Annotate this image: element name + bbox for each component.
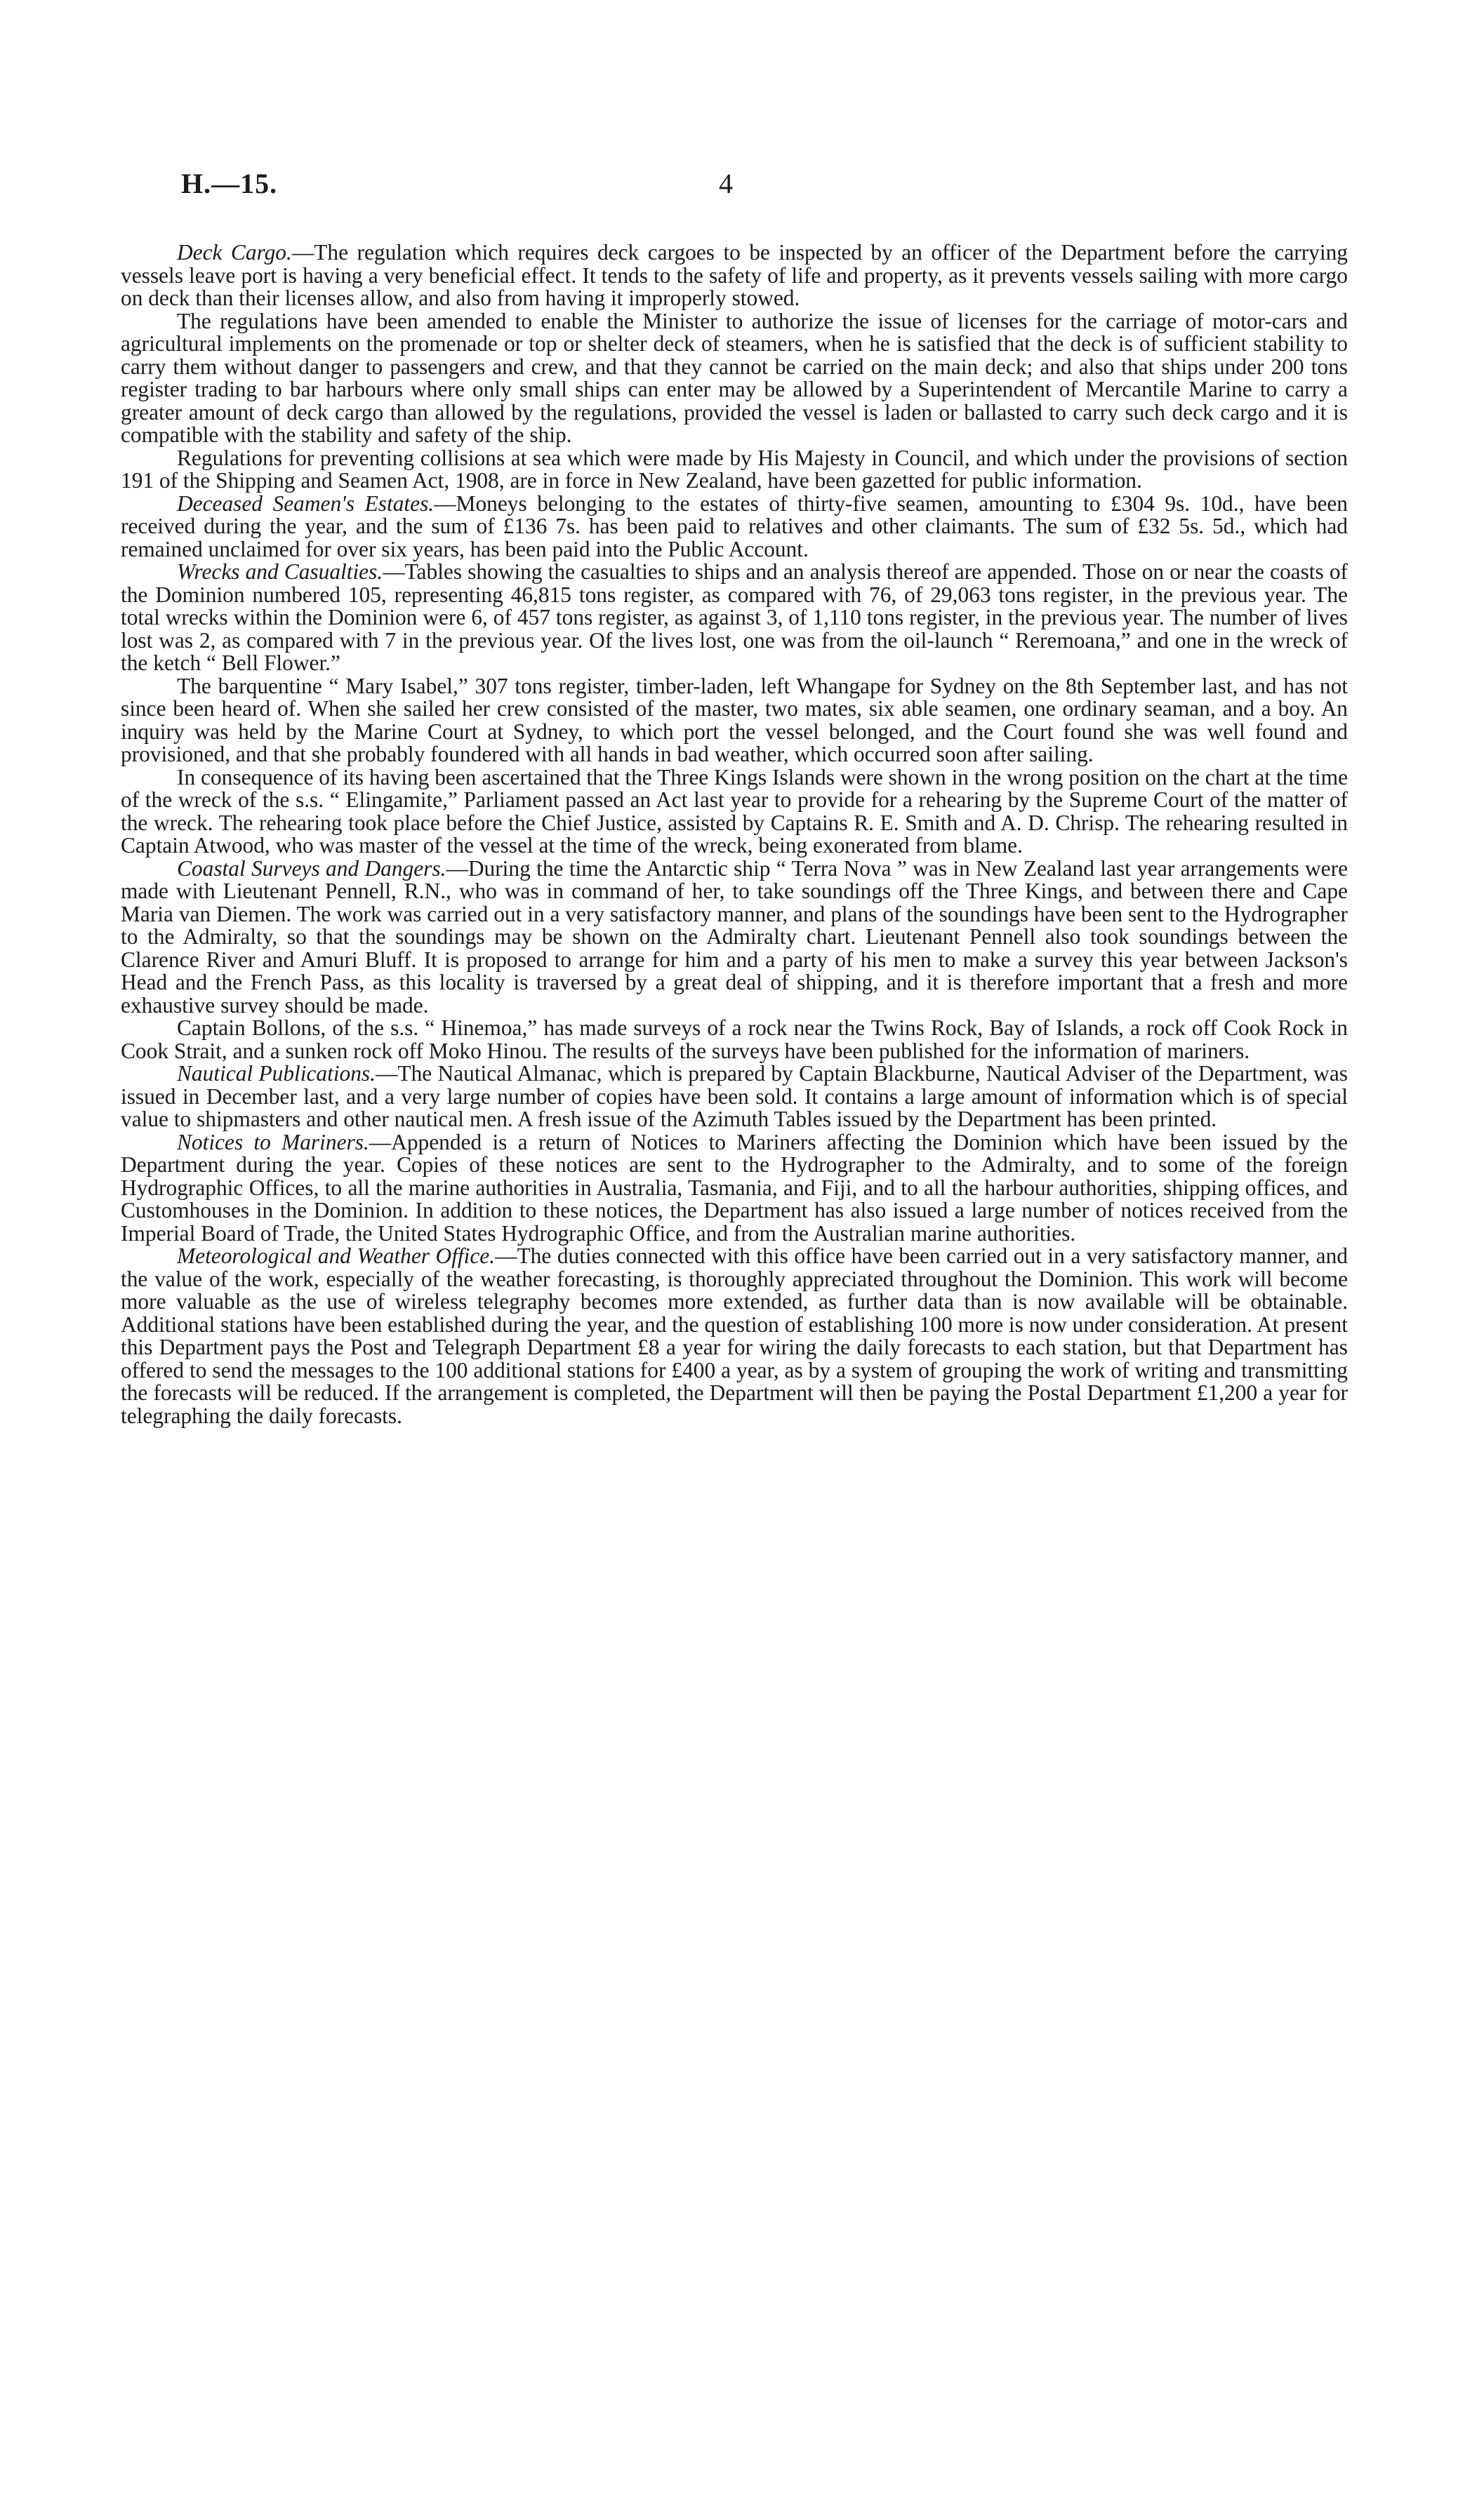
- paragraph-text: —The duties connected with this office have been carried out in a very satisfactory manner, and the value of the work, especially of the weather forecasting, is thoroughly appreciated throughout the Dominion. This work will become more valuable as the use of wireless telegraphy becomes more extended, as further data than is now available will be obtainable. Additional stations have been established during the year, and the question of establishing 100 more is now under consideration. At present this Department pays the Post and Telegraph Department £8 a year for wiring the daily forecasts to each station, but that Department has offered to send the messages to the 100 additional stations for £400 a year, as by a system of grouping the work of writing and transmitting the forecasts will be reduced. If the arrangement is completed, the Department will then be paying the Postal Department £1,200 a year for telegraphing the daily forecasts.: [121, 1244, 1348, 1428]
- paragraph-text: The barquentine “ Mary Isabel,” 307 tons register, timber-laden, left Whangape for Sydney on the 8th September last, and has not since been heard of. When she sailed her crew consisted of the master, two mates, six able seamen, one ordinary seaman, and a boy. An inquiry was held by the Marine Court at Sydney, to which port the vessel belonged, and the Court found she was well found and provisioned, and that she probably foundered with all hands in bad weather, which occurred soon after sailing.: [121, 673, 1348, 766]
- paragraph-heading: Notices to Mariners.: [177, 1129, 369, 1154]
- paragraph-nautical-publications: [121, 1062, 1348, 1131]
- paragraph-text: —Moneys belonging to the estates of thirty-five seamen, amounting to £304 9s. 10d., have been received during the year, and the sum of £136 7s. has been paid to relatives and other claimants. The sum of £32 5s. 5d., which had remained unclaimed for over six years, has been paid into the Public Account.: [121, 491, 1349, 561]
- paragraph-meteorological: [121, 1245, 1348, 1427]
- page-reference: H.—15.: [181, 168, 278, 199]
- paragraph-text: —During the time the Antarctic ship “ Terra Nova ” was in New Zealand last year arrangements were made with Lieutenant Pennell, R.N., who was in command of her, to take soundings off the Three Kings, and between there and Cape Maria van Diemen. The work was carried out in a very satisfactory manner, and plans of the soundings have been sent to the Hydrographer to the Admiralty, so that the soundings may be shown on the Admiralty chart. Lieutenant Pennell also took soundings between the Clarence River and Amuri Bluff. It is proposed to arrange for him and a party of his men to make a survey this year between Jackson's Head and the French Pass, as this locality is traversed by a great deal of shipping, and it is therefore important that a fresh and more exhaustive survey should be made.: [121, 855, 1348, 1018]
- paragraph-text: —Tables showing the casualties to ships and an analysis thereof are appended. Those on or near the coasts of the Dominion numbered 105, representing 46,815 tons register, as compared with 76, of 29,063 tons register, in the previous year. The total wrecks within the Dominion were 6, of 457 tons register, as against 3, of 1,110 tons register, in the previous year. The number of lives lost was 2, as compared with 7 in the previous year. Of the lives lost, one was from the oil-launch “ Reremoana,” and one in the wreck of the ketch “ Bell Flower.”: [121, 559, 1348, 675]
- paragraph-text: —Appended is a return of Notices to Mariners affecting the Dominion which have been issued by the Department during the year. Copies of these notices are sent to the Hydrographer to the Admiralty, and to some of the foreign Hydrographic Offices, to all the marine authorities in Australia, Tasmania, and Fiji, and to all the harbour authorities, shipping offices, and Customhouses in the Dominion. In addition to these notices, the Department has also issued a large number of notices received from the Imperial Board of Trade, the United States Hydrographic Office, and from the Australian marine authorities.: [121, 1129, 1348, 1246]
- paragraph-heading: Meteorological and Weather Office.: [177, 1244, 496, 1268]
- paragraph-deceased-seamen: [121, 493, 1348, 561]
- page-number: 4: [719, 168, 733, 199]
- page-header: [181, 167, 1346, 209]
- paragraph-text: —The regulation which requires deck cargoes to be inspected by an officer of the Department before the carrying vessels leave port is having a very beneficial effect. It tends to the safety of life and property, as it prevents vessels sailing with more cargo on deck than their licenses allow, and also from having it improperly stowed.: [121, 240, 1348, 310]
- paragraph-elingamite: [121, 766, 1348, 858]
- paragraph-wrecks: [121, 561, 1348, 675]
- paragraph-coastal-surveys: [121, 855, 1348, 1018]
- paragraph-heading: Deceased Seamen's Estates.: [177, 491, 435, 516]
- paragraph-heading: Wrecks and Casualties.: [177, 559, 383, 584]
- paragraph-heading: Deck Cargo.: [177, 240, 292, 265]
- paragraph-regulations-amended: [121, 310, 1348, 447]
- paragraph-heading: Nautical Publications.: [177, 1061, 376, 1086]
- paragraph-heading: Coastal Surveys and Dangers.: [177, 855, 446, 881]
- paragraph-mary-isabel: [121, 675, 1348, 766]
- paragraph-text: The regulations have been amended to enable the Minister to authorize the issue of licenses for the carriage of motor-cars and agricultural implements on the promenade or top or shelter deck of steamers, when he is satisfied that the deck is of sufficient stability to carry them without danger to passengers and crew, and that they cannot be carried on the main deck; and also that ships under 200 tons register trading to bar harbours where only small ships can enter may be allowed by a Superintendent of Mercantile Marine to carry a greater amount of deck cargo than allowed by the regulations, provided the vessel is laden or ballasted to carry such deck cargo and it is compatible with the stability and safety of the ship.: [121, 308, 1348, 447]
- paragraph-bollons-surveys: [121, 1017, 1348, 1062]
- body-text: [121, 241, 1348, 1427]
- paragraph-text: In consequence of its having been ascertained that the Three Kings Islands were shown in the wrong position on the chart at the time of the wreck of the s.s. “ Elingamite,” Parliament passed an Act last year to provide for a rehearing by the Supreme Court of the matter of the wreck. The rehearing took place before the Chief Justice, assisted by Captains R. E. Smith and A. D. Chrisp. The rehearing resulted in Captain Atwood, who was master of the vessel at the time of the wreck, being exonerated from blame.: [121, 764, 1348, 858]
- paragraph-notices-to-mariners: [121, 1131, 1348, 1246]
- paragraph-text: Regulations for preventing collisions at sea which were made by His Majesty in Council, and which under the provisions of section 191 of the Shipping and Seamen Act, 1908, are in force in New Zealand, have been gazetted for public information.: [121, 445, 1348, 493]
- paragraph-text: Captain Bollons, of the s.s. “ Hinemoa,” has made surveys of a rock near the Twins Rock, Bay of Islands, a rock off Cook Rock in Cook Strait, and a sunken rock off Moko Hinou. The results of the surveys have been published for the information of mariners.: [121, 1015, 1348, 1063]
- paragraph-text: —The Nautical Almanac, which is prepared by Captain Blackburne, Nautical Adviser of the Department, was issued in December last, and a very large number of copies have been sold. It contains a large amount of information which is of special value to shipmasters and other nautical men. A fresh issue of the Azimuth Tables issued by the Department has been printed.: [121, 1061, 1348, 1131]
- paragraph-collision-regulations: [121, 447, 1348, 493]
- paragraph-deck-cargo: [121, 241, 1348, 310]
